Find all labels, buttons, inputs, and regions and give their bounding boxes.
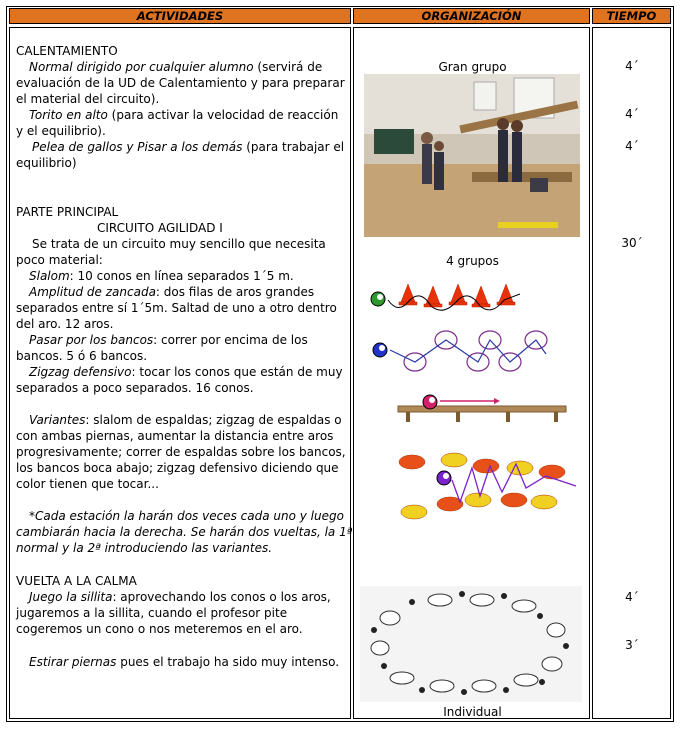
text-line: separados entre sí 1´5m. Saltad de uno a otro dentro — [16, 301, 337, 315]
benches-diagram — [396, 392, 568, 424]
gran-grupo-label: Gran grupo — [438, 60, 507, 74]
text-line: Se trata de un circuito muy sencillo que necesita — [32, 237, 326, 251]
item-name: Pasar por los bancos — [29, 333, 154, 347]
calentamiento-item-3 — [16, 139, 344, 155]
tiempo-cell — [592, 27, 671, 719]
header-tiempo: TIEMPO — [592, 8, 671, 24]
item-text: : tocar los conos que están de muy — [131, 365, 343, 379]
item-name: Variantes — [29, 413, 86, 427]
item-name: Amplitud de zancada — [29, 285, 156, 299]
text-line: del aro. 12 aros. — [16, 317, 114, 331]
text-line: color tienen que tocar... — [16, 477, 159, 491]
item-text: (para trabajar el — [242, 140, 345, 154]
cones-zigzag-diagram — [396, 452, 582, 522]
station-zigzag — [16, 364, 343, 380]
tiempo-2: 4´ — [625, 107, 639, 121]
nota-line: normal y la 2ª introduciendo las variantes. — [16, 541, 273, 555]
header-organizacion: ORGANIZACIÓN — [353, 8, 590, 24]
item-text: : 10 conos en línea separados 1´5 m. — [69, 269, 294, 283]
calentamiento-item-1 — [16, 59, 322, 75]
cuatro-grupos-label: 4 grupos — [446, 254, 499, 268]
item-text: : correr por encima de los — [153, 333, 308, 347]
nota-line: cambiarán hacia la derecha. Se harán dos vueltas, la 1ª — [16, 525, 353, 539]
item-text: (servirá de — [253, 60, 323, 74]
tiempo-3: 4´ — [625, 139, 639, 153]
vuelta-sillita — [16, 589, 331, 605]
text-line: el material del circuito). — [16, 92, 160, 106]
item-name: Pelea de gallos y Pisar a los demás — [32, 140, 243, 154]
header-actividades: ACTIVIDADES — [9, 8, 351, 24]
text-line: poco material: — [16, 253, 103, 267]
tiempo-4: 30´ — [621, 236, 643, 250]
station-bancos — [16, 332, 308, 348]
tiempo-6: 3´ — [625, 638, 639, 652]
item-name: Normal dirigido por cualquier alumno — [29, 60, 254, 74]
vuelta-estirar — [16, 654, 339, 670]
vuelta-title: VUELTA A LA CALMA — [16, 574, 137, 588]
text-line: progresivamente; correr de espaldas sobre los bancos, — [16, 445, 346, 459]
individual-label: Individual — [443, 705, 502, 719]
tiempo-5: 4´ — [625, 590, 639, 604]
station-slalom — [16, 268, 294, 284]
text-line: equilibrio) — [16, 156, 77, 170]
tiempo-1: 4´ — [625, 59, 639, 73]
text-line: separados a poco separados. 16 conos. — [16, 381, 254, 395]
item-text: : dos filas de aros grandes — [155, 285, 315, 299]
text-line: con ambas piernas, aumentar la distancia entre aros — [16, 429, 334, 443]
text-line: y el equilibrio). — [16, 124, 106, 138]
text-line: los bancos boca abajo; zigzag defensivo diciendo que — [16, 461, 339, 475]
item-text: (para activar la velocidad de reacción — [107, 108, 339, 122]
item-name: Juego la sillita — [29, 590, 113, 604]
calentamiento-title: CALENTAMIENTO — [16, 44, 118, 58]
nota-line: *Cada estación la harán dos veces cada uno y luego — [29, 509, 344, 523]
text-line: jugaremos a la sillita, cuando el profesor pite — [16, 606, 288, 620]
item-name: Torito en alto — [29, 108, 108, 122]
calentamiento-item-2 — [16, 107, 338, 123]
principal-title: PARTE PRINCIPAL — [16, 205, 119, 219]
text-line: cogeremos un cono o nos meteremos en el aro. — [16, 622, 303, 636]
item-name: Estirar piernas — [29, 655, 117, 669]
circuito-subtitle: CIRCUITO AGILIDAD I — [97, 221, 223, 235]
gym-photo — [364, 74, 580, 237]
text-line: bancos. 5 ó 6 bancos. — [16, 349, 148, 363]
slalom-diagram — [368, 280, 528, 316]
item-name: Slalom — [29, 269, 70, 283]
item-text: : slalom de espaldas; zigzag de espaldas o — [85, 413, 342, 427]
item-text: : aprovechando los conos o los aros, — [112, 590, 331, 604]
hoops-diagram — [370, 330, 550, 376]
item-text: pues el trabajo ha sido muy intenso. — [116, 655, 340, 669]
circle-hoops-diagram — [360, 586, 582, 702]
station-amplitud — [16, 284, 314, 300]
text-line: evaluación de la UD de Calentamiento y para preparar — [16, 76, 345, 90]
variantes — [16, 412, 342, 428]
item-name: Zigzag defensivo — [29, 365, 132, 379]
